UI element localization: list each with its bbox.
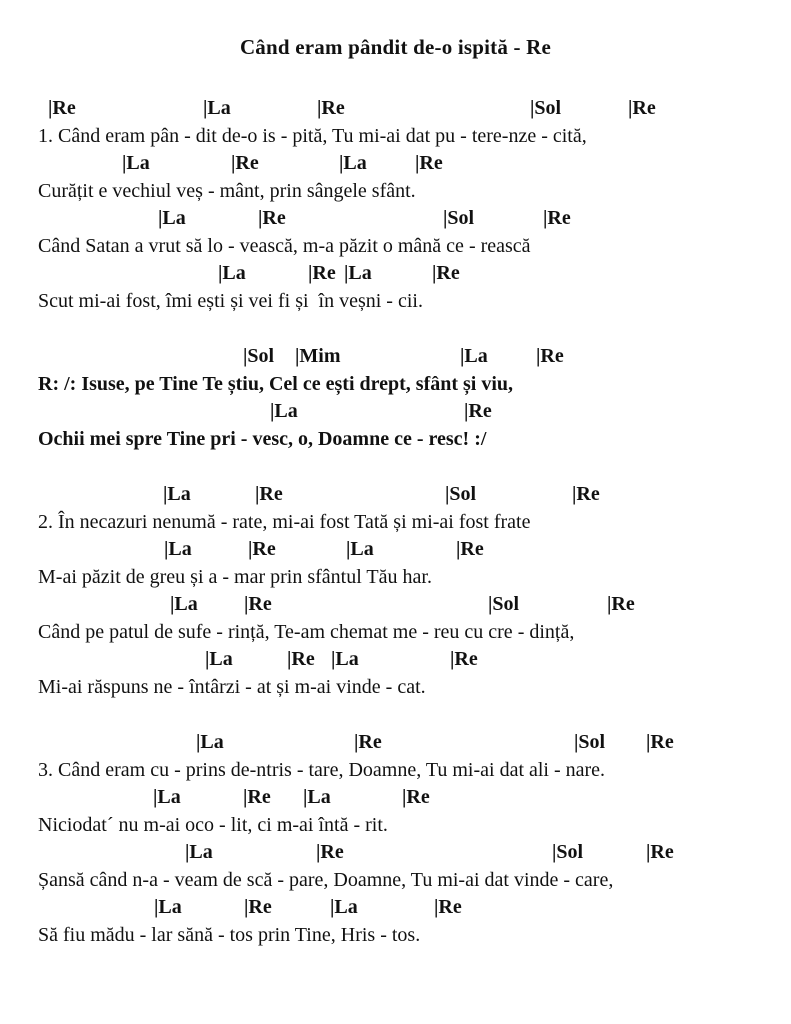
chord-line bbox=[0, 205, 791, 233]
lyric-line: R: /: Isuse, pe Tine Te știu, Cel ce ești drept, sfânt și viu, bbox=[38, 372, 514, 395]
chord-label: |La bbox=[218, 262, 246, 284]
lyric-line: 1. Când eram pân - dit de-o is - pită, Tu mi-ai dat pu - tere-nze - cită, bbox=[38, 124, 587, 147]
section-refrain bbox=[0, 343, 791, 453]
chord-label: |Re bbox=[402, 786, 430, 808]
chord-label: |Mim bbox=[295, 345, 341, 367]
chord-line bbox=[0, 150, 791, 178]
song-body bbox=[0, 95, 791, 949]
chord-label: |La bbox=[460, 345, 488, 367]
section-verse-2 bbox=[0, 481, 791, 701]
chord-label: |Re bbox=[536, 345, 564, 367]
chord-label: |La bbox=[303, 786, 331, 808]
chord-label: |Re bbox=[646, 731, 674, 753]
chord-label: |La bbox=[164, 538, 192, 560]
chord-label: |Re bbox=[543, 207, 571, 229]
chord-label: |Re bbox=[243, 786, 271, 808]
chord-label: |La bbox=[170, 593, 198, 615]
section-verse-1 bbox=[0, 95, 791, 315]
chord-label: |Re bbox=[464, 400, 492, 422]
chord-label: |Sol bbox=[443, 207, 475, 229]
lyric-line: Să fiu mădu - lar sănă - tos prin Tine, Hris - tos. bbox=[38, 923, 421, 946]
chord-label: |Re bbox=[434, 896, 462, 918]
chord-label: |Re bbox=[255, 483, 283, 505]
chord-label: |Re bbox=[450, 648, 478, 670]
chord-label: |La bbox=[196, 731, 224, 753]
chord-line bbox=[0, 481, 791, 509]
chord-label: |La bbox=[158, 207, 186, 229]
chord-label: |Sol bbox=[445, 483, 477, 505]
chord-label: |Re bbox=[258, 207, 286, 229]
chord-label: |Re bbox=[646, 841, 674, 863]
chord-line bbox=[0, 784, 791, 812]
chord-line bbox=[0, 398, 791, 426]
chord-line bbox=[0, 260, 791, 288]
lyric-line: 2. În necazuri nenumă - rate, mi-ai fost Tată și mi-ai fost frate bbox=[38, 510, 531, 533]
chord-label: |Re bbox=[316, 841, 344, 863]
chord-line bbox=[0, 95, 791, 123]
chord-label: |Re bbox=[456, 538, 484, 560]
chord-label: |La bbox=[154, 896, 182, 918]
chord-label: |Re bbox=[48, 97, 76, 119]
chord-label: |La bbox=[344, 262, 372, 284]
chord-line bbox=[0, 646, 791, 674]
chord-label: |La bbox=[346, 538, 374, 560]
chord-label: |La bbox=[163, 483, 191, 505]
chord-line bbox=[0, 536, 791, 564]
chord-line bbox=[0, 343, 791, 371]
chord-label: |La bbox=[205, 648, 233, 670]
chord-label: |Sol bbox=[243, 345, 275, 367]
chord-label: |Re bbox=[607, 593, 635, 615]
chord-line bbox=[0, 591, 791, 619]
chord-label: |Re bbox=[248, 538, 276, 560]
chord-label: |Re bbox=[432, 262, 460, 284]
chord-line bbox=[0, 729, 791, 757]
lyric-line: Când Satan a vrut să lo - vească, m-a păzit o mână ce - rească bbox=[38, 234, 531, 257]
chord-label: |Re bbox=[308, 262, 336, 284]
lyric-line: M-ai păzit de greu și a - mar prin sfântul Tău har. bbox=[38, 565, 432, 588]
chord-label: |Re bbox=[287, 648, 315, 670]
chord-label: |Re bbox=[415, 152, 443, 174]
chord-label: |Re bbox=[244, 896, 272, 918]
chord-line bbox=[0, 894, 791, 922]
section-verse-3 bbox=[0, 729, 791, 949]
chord-label: |La bbox=[153, 786, 181, 808]
lyric-line: Scut mi-ai fost, îmi ești și vei fi și în veșni - cii. bbox=[38, 289, 423, 312]
chord-label: |Re bbox=[317, 97, 345, 119]
chord-label: |Sol bbox=[488, 593, 520, 615]
song-title: Când eram pândit de-o ispită - Re bbox=[239, 35, 552, 59]
lyric-line: Curățit e vechiul veș - mânt, prin sângele sfânt. bbox=[38, 179, 416, 202]
chord-label: |La bbox=[330, 896, 358, 918]
chord-line bbox=[0, 839, 791, 867]
lyric-line: Mi-ai răspuns ne - întârzi - at și m-ai vinde - cat. bbox=[38, 675, 426, 698]
chord-label: |Re bbox=[354, 731, 382, 753]
chord-label: |Re bbox=[628, 97, 656, 119]
lyric-line: Ochii mei spre Tine pri - vesc, o, Doamne ce - resc! :/ bbox=[38, 427, 487, 450]
lyric-line: Când pe patul de sufe - rință, Te-am chemat me - reu cu cre - dință, bbox=[38, 620, 575, 643]
chord-label: |La bbox=[185, 841, 213, 863]
chord-label: |Sol bbox=[530, 97, 562, 119]
chord-label: |Re bbox=[572, 483, 600, 505]
lyric-line: Șansă când n-a - veam de scă - pare, Doamne, Tu mi-ai dat vinde - care, bbox=[38, 868, 614, 891]
chord-label: |Sol bbox=[574, 731, 606, 753]
chord-label: |La bbox=[203, 97, 231, 119]
chord-label: |La bbox=[122, 152, 150, 174]
chord-label: |La bbox=[270, 400, 298, 422]
chord-label: |Sol bbox=[552, 841, 584, 863]
chord-label: |La bbox=[339, 152, 367, 174]
chord-label: |Re bbox=[244, 593, 272, 615]
lyric-line: Niciodat´ nu m-ai oco - lit, ci m-ai întă - rit. bbox=[38, 813, 388, 836]
chord-label: |Re bbox=[231, 152, 259, 174]
lyric-line: 3. Când eram cu - prins de-ntris - tare, Doamne, Tu mi-ai dat ali - nare. bbox=[38, 758, 606, 781]
chord-label: |La bbox=[331, 648, 359, 670]
